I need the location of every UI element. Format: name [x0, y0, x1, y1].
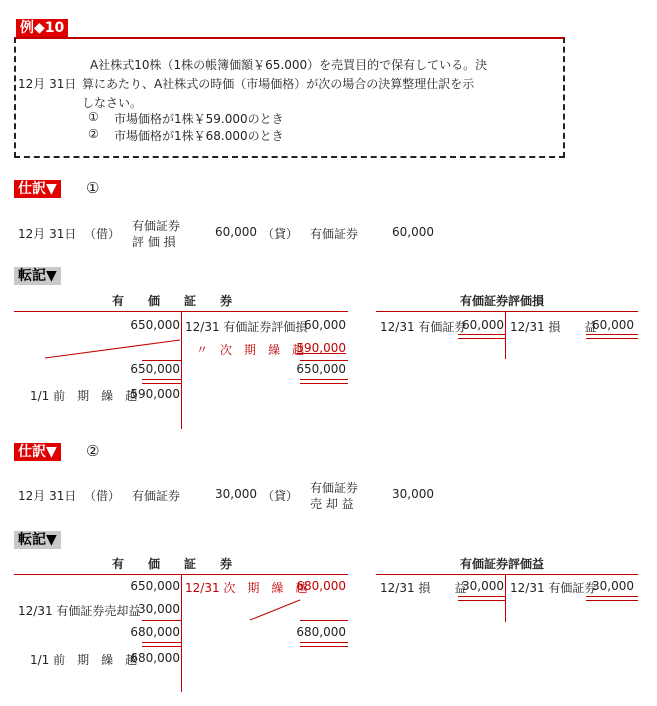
- journal2-date: 12月 31日: [18, 489, 77, 503]
- p1-left-dr-carry-label: 1/1 前 期 繰 越: [30, 389, 138, 403]
- p2-right-cr-label: 12/31 有価証券: [510, 581, 597, 595]
- example-line3: しなさい。: [82, 96, 143, 110]
- p2-left-dr-amount-1: 650,000: [130, 579, 180, 593]
- journal1-tag: 仕訳▼: [14, 180, 61, 198]
- journal1-debit-account-2: 評 価 損: [132, 235, 176, 249]
- p2-left-cr-total: 680,000: [296, 625, 346, 639]
- journal1-number: ①: [86, 179, 100, 197]
- p2-left-dr-total: 680,000: [130, 625, 180, 639]
- p2-right-dr-label: 12/31 損 益: [380, 581, 467, 595]
- posting1-tag: 転記▼: [14, 267, 61, 285]
- posting2-left-title: 有 価 証 券: [112, 557, 233, 571]
- p1-right-cr-amount: 60,000: [592, 318, 634, 332]
- p1-left-dr-slash: [45, 338, 181, 360]
- p2-left-cr-slash: [250, 598, 302, 622]
- posting1-right-title: 有価証券評価損: [460, 294, 545, 308]
- p1-right-dr-label: 12/31 有価証券: [380, 320, 467, 334]
- posting2-right-title: 有価証券評価益: [460, 557, 545, 571]
- p1-right-cr-label: 12/31 損 益: [510, 320, 597, 334]
- example-line2: 算にあたり、A社株式の時価（市場価格）が次の場合の決算整理仕訳を示: [82, 77, 475, 91]
- journal1-credit-account: 有価証券: [310, 227, 359, 241]
- example-item2-mark: ②: [88, 127, 99, 141]
- posting1-left-title: 有 価 証 券: [112, 294, 233, 308]
- journal2-number: ②: [86, 442, 100, 460]
- p2-left-dr-label-2: 12/31 有価証券売却益: [18, 604, 141, 618]
- journal2-credit-mark: （貸）: [262, 489, 299, 503]
- p1-left-cr-label-2: 〃 次 期 繰 越: [196, 343, 305, 357]
- p2-left-cr-label-1: 12/31 次 期 繰 越: [185, 581, 308, 595]
- p2-left-dr-carry-label: 1/1 前 期 繰 越: [30, 653, 138, 667]
- journal2-debit-account: 有価証券: [132, 489, 181, 503]
- journal2-credit-account-1: 有価証券: [310, 481, 359, 495]
- example-tag: 例◆10: [16, 19, 68, 37]
- p2-left-dr-carry-amount: 680,000: [130, 651, 180, 665]
- example-line1: A社株式10株（1株の帳簿価額￥65.000）を売買目的で保有している。決: [90, 58, 488, 72]
- journal1-debit-mark: （借）: [84, 227, 121, 241]
- example-item2: 市場価格が1株￥68.000のとき: [114, 129, 284, 143]
- journal1-credit-mark: （貸）: [262, 227, 299, 241]
- p1-left-cr-amount-2: 590,000: [296, 341, 346, 355]
- journal1-date: 12月 31日: [18, 227, 77, 241]
- example-item1: 市場価格が1株￥59.000のとき: [114, 112, 284, 126]
- p1-left-dr-total: 650,000: [130, 362, 180, 376]
- journal2-credit-amount: 30,000: [392, 487, 434, 501]
- journal1-debit-account-1: 有価証券: [132, 219, 181, 233]
- journal1-credit-amount: 60,000: [392, 225, 434, 239]
- journal1-debit-amount: 60,000: [215, 225, 257, 239]
- p2-right-cr-amount: 30,000: [592, 579, 634, 593]
- example-date: 12月 31日: [18, 77, 77, 91]
- posting2-tag: 転記▼: [14, 531, 61, 549]
- p1-left-dr-carry-amount: 590,000: [130, 387, 180, 401]
- journal2-tag: 仕訳▼: [14, 443, 61, 461]
- p2-left-cr-amount-1: 680,000: [296, 579, 346, 593]
- p1-left-cr-label-1: 12/31 有価証券評価損: [185, 320, 308, 334]
- journal2-debit-mark: （借）: [84, 489, 121, 503]
- p2-right-dr-amount: 30,000: [462, 579, 504, 593]
- p1-left-cr-total: 650,000: [296, 362, 346, 376]
- p2-left-dr-amount-2: 30,000: [138, 602, 180, 616]
- p1-left-cr-amount-1: 60,000: [304, 318, 346, 332]
- example-item1-mark: ①: [88, 110, 99, 124]
- journal2-credit-account-2: 売 却 益: [310, 497, 354, 511]
- p1-right-dr-amount: 60,000: [462, 318, 504, 332]
- journal2-debit-amount: 30,000: [215, 487, 257, 501]
- p1-left-dr-amount-1: 650,000: [130, 318, 180, 332]
